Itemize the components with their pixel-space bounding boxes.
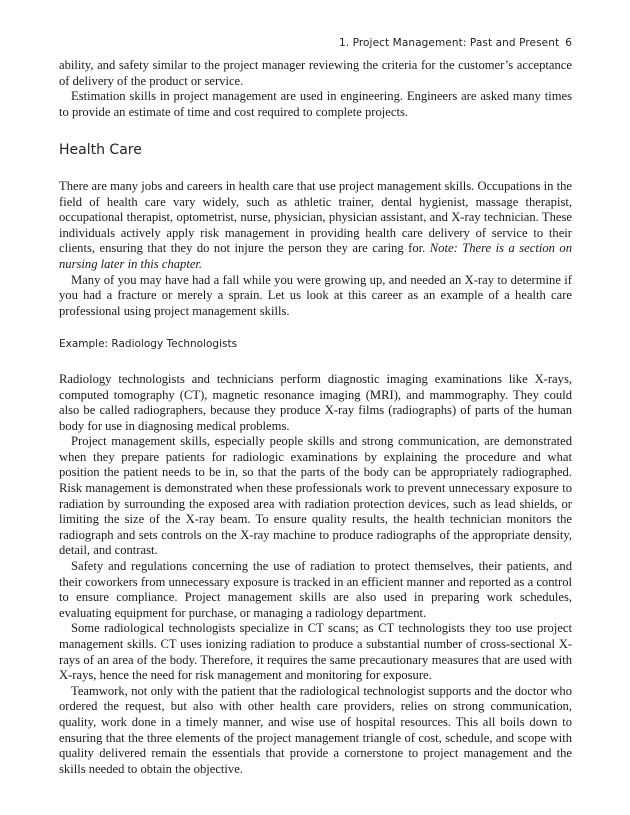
health-care-paragraph-1-text: There are many jobs and careers in health care that use project management skills. Occupations in the field of health care vary widely, such as athletic trainer, dental hygienist, massage therapist, occupational therapist, optometrist, nurse, physician, physician assistant, and X-ray technician. These individuals actively apply risk management in providing health care delivery of service to their clients, ensuring that they do not injure the person they are caring for. [59,178,572,256]
intro-paragraph-continued: ability, and safety similar to the project manager reviewing the criteria for the customer’s acceptance of delivery of the product or service. [59,58,572,88]
radiology-paragraph-2: Project management skills, especially people skills and strong communication, are demonstrated when they prepare patients for radiologic examinations by explaining the procedure and what position the patient needs to be in, so that the parts of the body can be appropriately radiographed. Risk management is demonstrated when these professionals work to prevent unnecessary exposure to radiation by surrounding the exposed area with radiation protection devices, such as lead shields, or limiting the size of the X-ray beam. To ensure quality results, the health technician monitors the radiograph and sets controls on the X-ray machine to produce radiographs of the appropriate density, detail, and contrast. [59,434,572,558]
nursing-note: Note: There is a section on nursing later in this chapter. [59,241,572,271]
intro-paragraph-estimation: Estimation skills in project management are used in engineering. Engineers are asked many times to provide an estimate of time and cost required to complete projects. [59,89,572,119]
subsection-heading-radiology: Example: Radiology Technologists [59,338,238,351]
page-number: 6 [565,37,572,49]
page-body [59,58,572,777]
radiology-paragraph-1: Radiology technologists and technicians perform diagnostic imaging examinations like X-rays, computed tomography (CT), magnetic resonance imaging (MRI), and mammography. They could also be called radiographers, because they produce X-ray films (radiographs) of parts of the human body for use in diagnosing medical problems. [59,371,572,433]
section-heading-health-care: Health Care [59,142,142,159]
radiology-paragraph-5: Teamwork, not only with the patient that the radiological technologist supports and the doctor who ordered the request, but also with other health care providers, relies on strong communication, quality, work done in a timely manner, and wise use of hospital resources. This all boils down to ensuring that the three elements of the project management triangle of cost, schedule, and scope with quality delivered remain the essentials that provide a cornerstone to project management and the skills needed to obtain the objective. [59,683,572,776]
running-header [339,37,572,49]
radiology-paragraph-4: Some radiological technologists specialize in CT scans; as CT technologists they too use project management skills. CT uses ionizing radiation to produce a substantial number of cross-sectional X-rays of an area of the body. Therefore, it requires the same precautionary measures that are used with X-rays, hence the need for risk management and monitoring for exposure. [59,621,572,683]
chapter-title: 1. Project Management: Past and Present [338,37,560,49]
radiology-paragraph-3: Safety and regulations concerning the use of radiation to protect themselves, their patients, and their coworkers from unnecessary exposure is tracked in an efficient manner and reported as a control to ensure compliance. Project management skills are also used in preparing work schedules, evaluating equipment for purchase, or managing a radiology department. [59,559,572,620]
health-care-paragraph-2: Many of you may have had a fall while you were growing up, and needed an X-ray to determine if you had a fracture or merely a sprain. Let us look at this career as an example of a health care professional using project management skills. [59,272,572,318]
health-care-paragraph-1 [59,179,572,273]
